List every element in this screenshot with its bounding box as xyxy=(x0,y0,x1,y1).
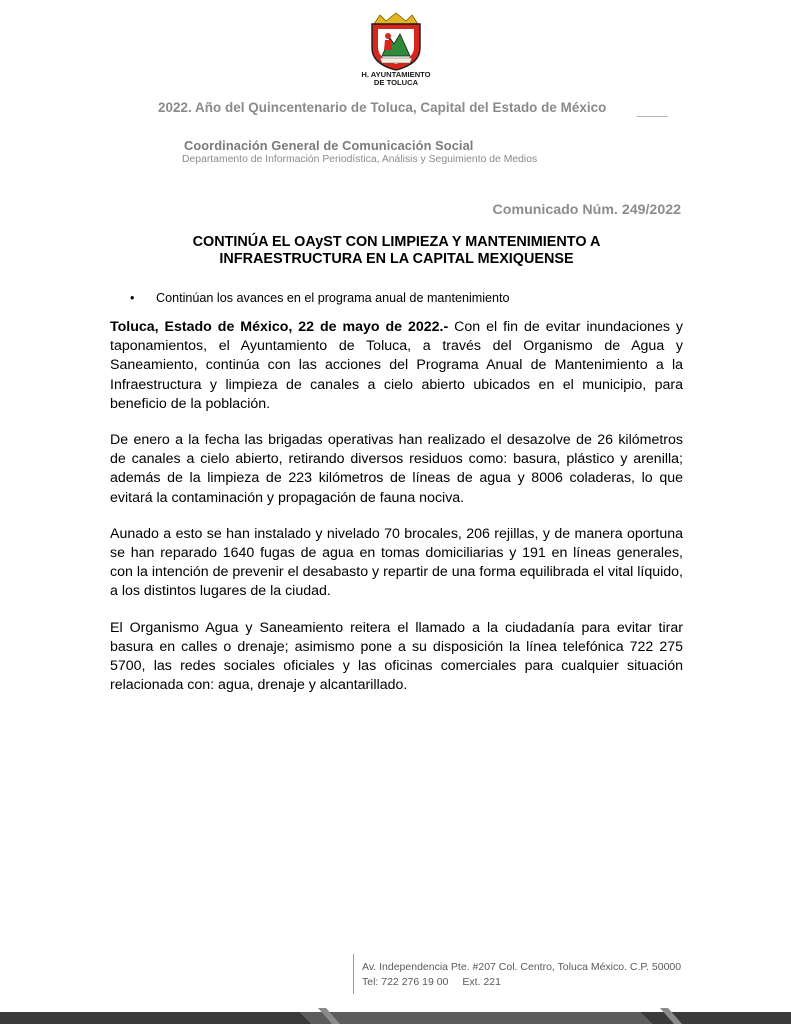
footer-stripe-decoration xyxy=(0,1004,791,1024)
department-name: Departamento de Información Periodística, Análisis y Seguimiento de Medios xyxy=(182,154,538,165)
year-motto: 2022. Año del Quincentenario de Toluca, Capital del Estado de México xyxy=(158,100,607,115)
release-title-line: INFRAESTRUCTURA EN LA CAPITAL MEXIQUENSE xyxy=(219,250,574,267)
dateline: Toluca, Estado de México, 22 de mayo de 2022.- xyxy=(110,319,449,335)
footer-contact xyxy=(362,976,501,988)
body-paragraph xyxy=(110,431,683,508)
bullet-list-item xyxy=(130,291,510,305)
footer-address: Av. Independencia Pte. #207 Col. Centro, Toluca México. C.P. 50000 xyxy=(362,961,682,973)
paragraph-text: Con el fin de evitar inundaciones y taponamientos, el Ayuntamiento de Toluca, a través del Organismo de Agua y Saneamiento, continúa con las acciones del Programa Anual de Mantenimiento a la Infraestructura y limpieza de canales a cielo abierto ubicados en el municipio, para beneficio de la población. xyxy=(110,319,684,412)
crest-caption-line: DE TOLUCA xyxy=(373,78,419,88)
crest-caption xyxy=(296,71,496,87)
toluca-crest-logo xyxy=(358,12,434,72)
body-paragraph xyxy=(110,619,683,696)
bullet-icon: • xyxy=(130,291,135,305)
paragraph-text: De enero a la fecha las brigadas operativas han realizado el desazolve de 26 kilómetros de canales a cielo abierto, retirando diversos residuos como: basura, plástico y arenilla; además de la limpieza de 223 kilómetros de líneas de agua y 8006 coladeras, lo que evitará la contaminación y propagación de fauna nociva. xyxy=(110,432,683,506)
body-paragraph xyxy=(110,318,683,414)
paragraph-text: El Organismo Agua y Saneamiento reitera el llamado a la ciudadanía para evitar tirar basura en calles o drenaje; asimismo pone a su disposición la línea telefónica 722 275 5700, las redes sociales oficiales y las oficinas comerciales para cualquier situación relacionada con: agua, drenaje y alcantarillado. xyxy=(110,619,683,694)
crest-caption-line: H. AYUNTAMIENTO xyxy=(361,70,431,79)
release-body xyxy=(110,318,683,712)
body-paragraph xyxy=(110,525,683,602)
motto-rule xyxy=(637,116,668,117)
paragraph-text: Aunado a esto se han instalado y nivelado 70 brocales, 206 rejillas, y de manera oportuna se han reparado 1640 fugas de agua en tomas domiciliarias y 191 en líneas generales, con la intención de prevenir el desabasto y repartir de una forma equilibrada el vital líquido, a los distintos lugares de la ciudad. xyxy=(110,525,683,600)
footer-phone: Tel: 722 276 19 00 xyxy=(362,976,449,988)
release-number: Comunicado Núm. 249/2022 xyxy=(492,202,681,218)
release-title-line: CONTINÚA EL OAyST CON LIMPIEZA Y MANTENIMIENTO A xyxy=(192,234,601,250)
bullet-text: Continúan los avances en el programa anual de mantenimiento xyxy=(156,291,510,305)
footer-divider xyxy=(353,954,354,994)
footer-extension: Ext. 221 xyxy=(462,976,501,988)
release-title xyxy=(110,234,683,267)
agency-name: Coordinación General de Comunicación Social xyxy=(184,138,474,153)
